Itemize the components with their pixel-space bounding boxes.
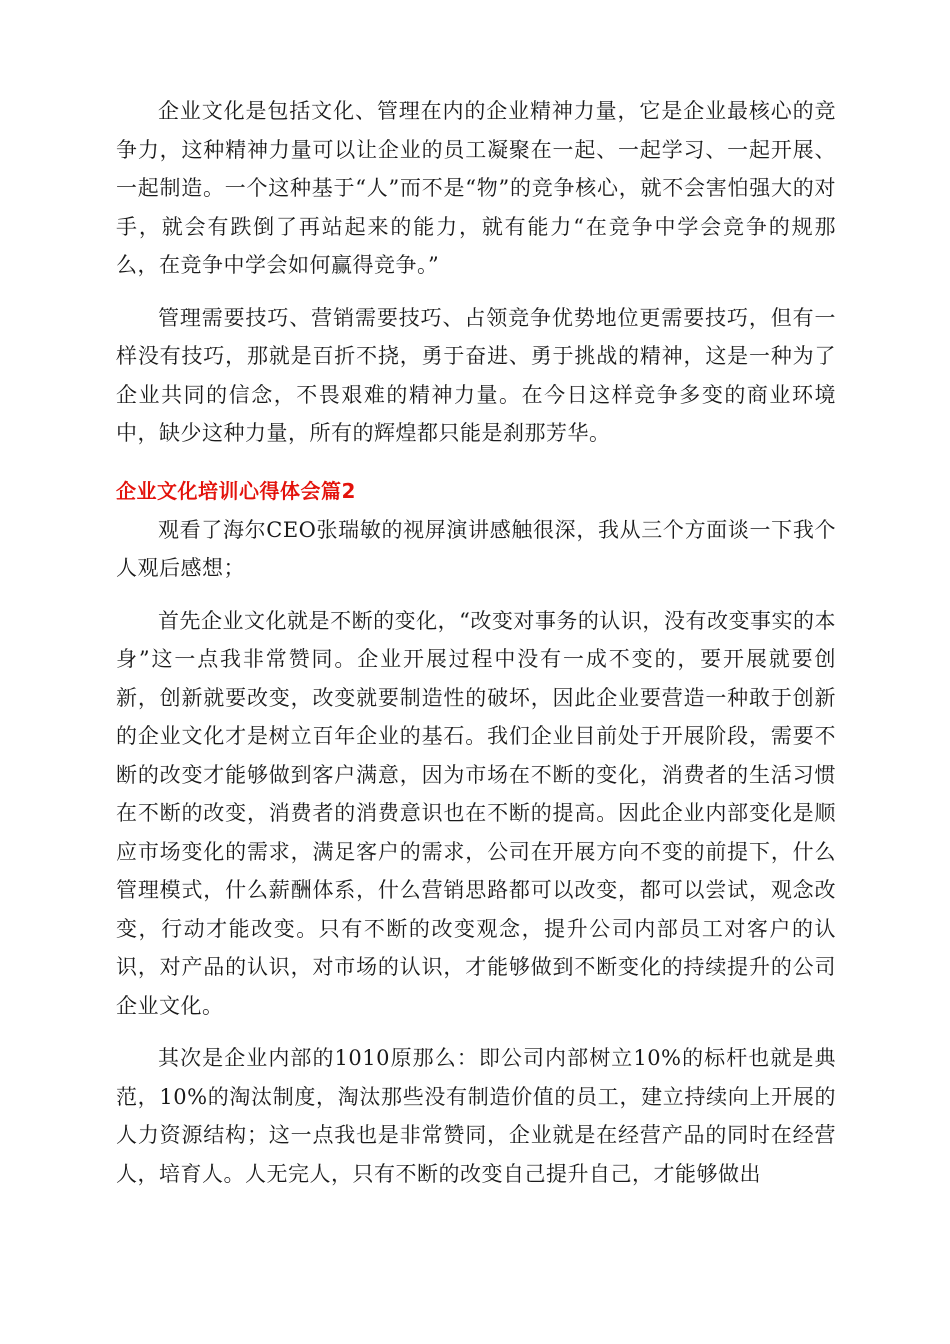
paragraph: 首先企业文化就是不断的变化，“改变对事务的认识，没有改变事实的本身”这一点我非常赞同。企业开展过程中没有一成不变的，要开展就要创新，创新就要改变，改变就要制造性的破坏，因此企业要营造一种敢于创新的企业文化才是树立百年企业的基石。我们企业目前处于开展阶段，需要不断的改变才能够做到客户满意，因为市场在不断的变化，消费者的生活习惯在不断的改变，消费者的消费意识也在不断的提高。因此企业内部变化是顺应市场变化的需求，满足客户的需求，公司在开展方向不变的前提下，什么管理模式，什么薪酬体系，什么营销思路都可以改变，都可以尝试，观念改变，行动才能改变。只有不断的改变观念，提升公司内部员工对客户的认识，对产品的认识，对市场的认识，才能够做到不断变化的持续提升的公司企业文化。: [116, 608, 836, 1018]
paragraph: 观看了海尔CEO张瑞敏的视屏演讲感触很深，我从三个方面谈一下我个人观后感想；: [116, 517, 836, 580]
paragraph: 企业文化是包括文化、管理在内的企业精神力量，它是企业最核心的竞争力，这种精神力量可以让企业的员工凝聚在一起、一起学习、一起开展、一起制造。一个这种基于“人”而不是“物”的竞争核心，就不会害怕强大的对手，就会有跌倒了再站起来的能力，就有能力“在竞争中学会竞争的规那么，在竞争中学会如何赢得竞争。”: [116, 99, 836, 277]
document-page: [116, 92, 836, 1193]
section-heading: 企业文化培训心得体会篇2: [116, 478, 356, 503]
paragraph: 管理需要技巧、营销需要技巧、占领竞争优势地位更需要技巧，但有一样没有技巧，那就是百折不挠，勇于奋进、勇于挑战的精神，这是一种为了企业共同的信念，不畏艰难的精神力量。在今日这样竞争多变的商业环境中，缺少这种力量，所有的辉煌都只能是刹那芳华。: [116, 305, 836, 445]
paragraph: 其次是企业内部的1010原那么：即公司内部树立10%的标杆也就是典范，10%的淘汰制度，淘汰那些没有制造价值的员工，建立持续向上开展的人力资源结构；这一点我也是非常赞同，企业就是在经营产品的同时在经营人，培育人。人无完人，只有不断的改变自己提升自己，才能够做出: [116, 1046, 836, 1186]
